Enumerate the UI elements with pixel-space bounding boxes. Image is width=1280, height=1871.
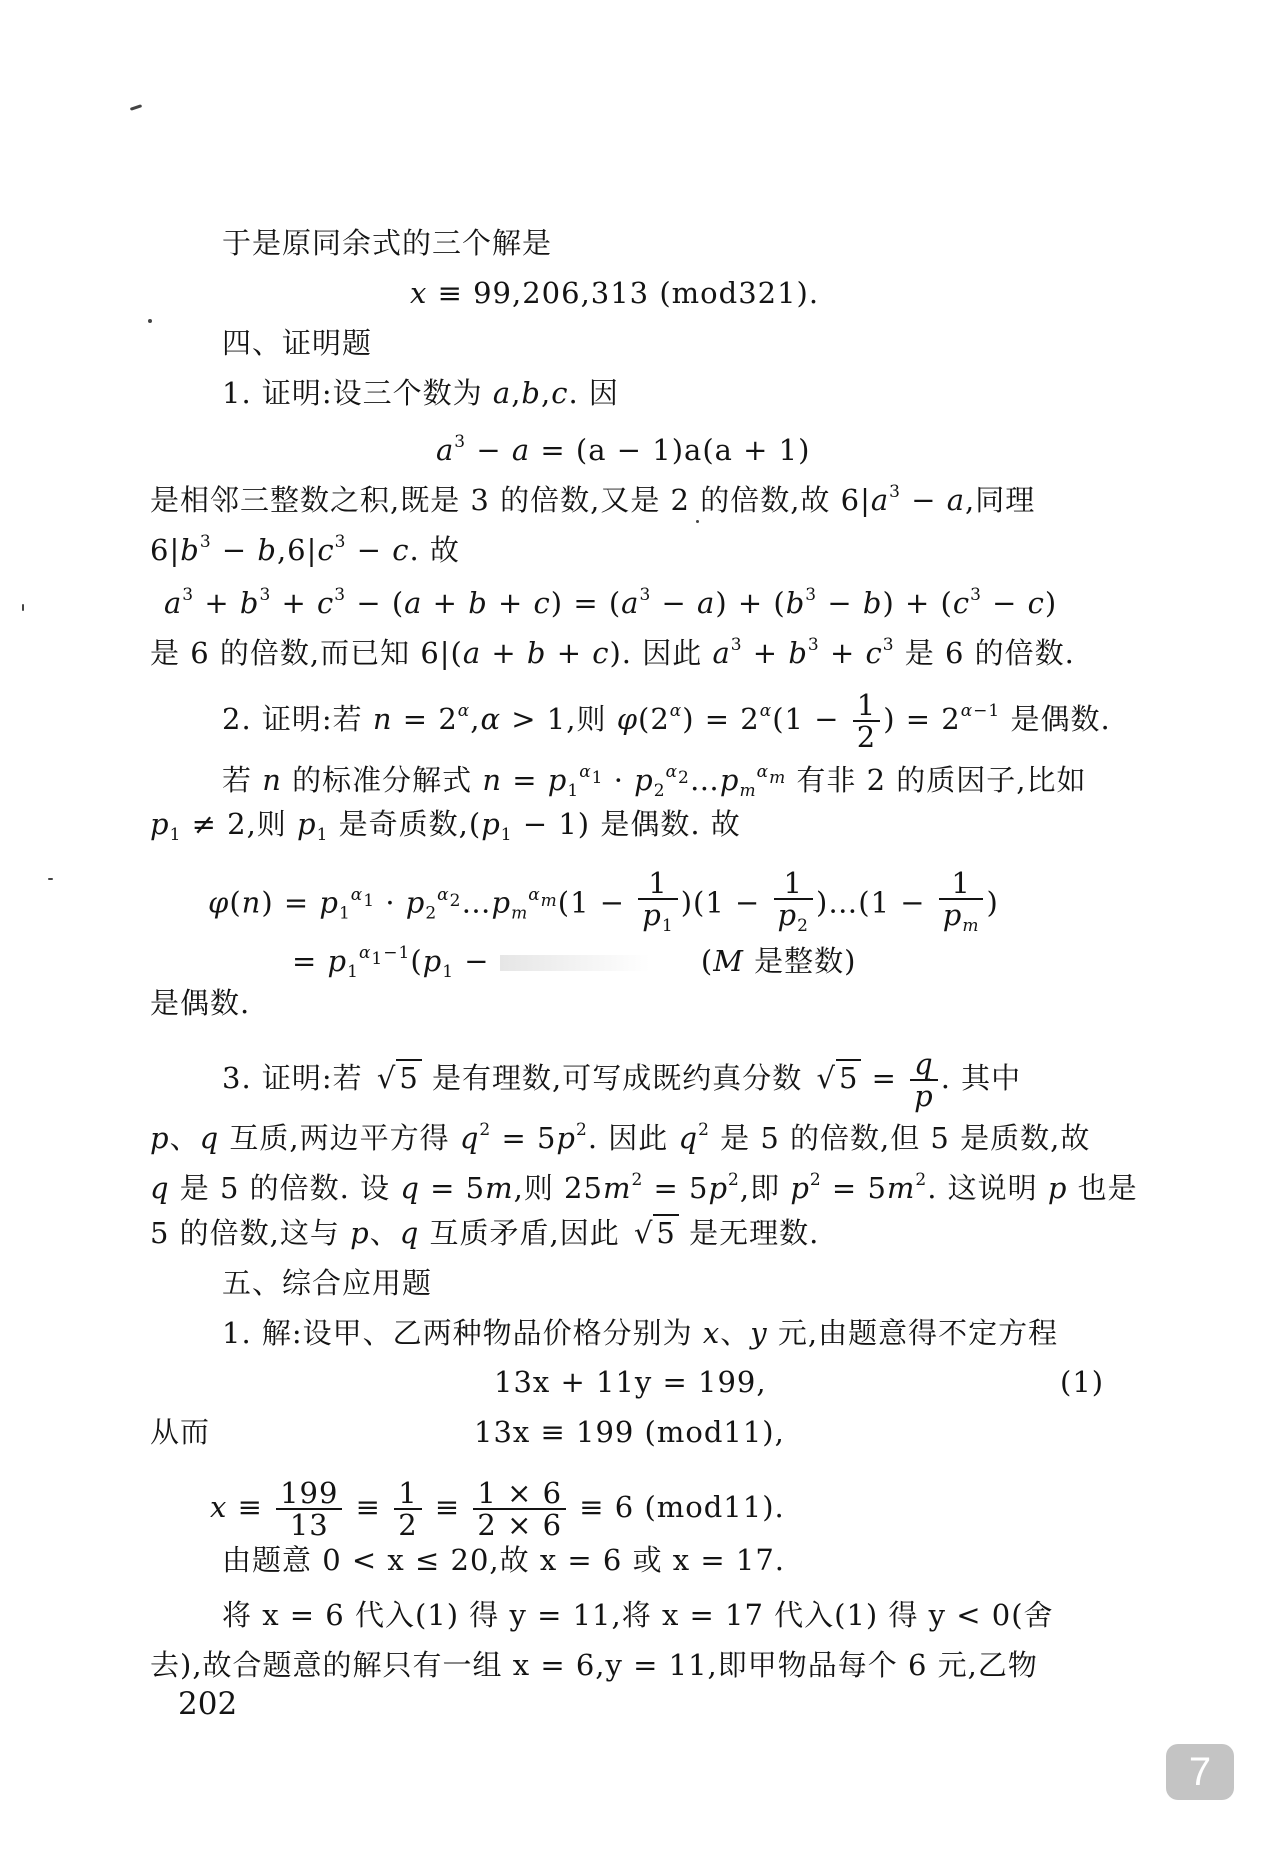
scan-speck <box>148 319 152 323</box>
text-line: 是相邻三整数之积,既是 3 的倍数,又是 2 的倍数,故 $6|a^3 - a$,同理 <box>150 482 1036 517</box>
equation <box>474 1412 785 1452</box>
text-line <box>222 223 552 263</box>
equation-text: ≡ 99,206,313 (mod321). <box>437 276 820 310</box>
line-text: 是 5 的倍数. 设 <box>169 1171 401 1205</box>
fraction: $\frac{1 \times 6}{2 \times 6}$ <box>473 1478 566 1540</box>
line-text: ,则 <box>513 1171 565 1205</box>
line-text: . 这说明 <box>927 1171 1048 1205</box>
line-text: 1. 解:设甲、乙两种物品价格分别为 <box>222 1316 703 1350</box>
text-line: 是 6 的倍数,而已知 6|(a + b + c). 因此 $a^3 + b^3 + c^3$ 是 6 的倍数. <box>150 635 1075 670</box>
page-badge: 7 <box>1166 1744 1234 1800</box>
line-text: 是奇质数,( <box>328 807 482 841</box>
line-text: 从而 <box>150 1415 211 1449</box>
line-text: 互质,两边平方得 <box>219 1121 460 1155</box>
scan-speck <box>48 878 53 880</box>
line-text: 将 x = 6 代入(1) 得 y = 11,将 x = 17 代入(1) 得 y < 0(舍 <box>222 1598 1054 1632</box>
text-line: 1. 证明:设三个数为 a,b,c. 因 <box>222 376 619 410</box>
line-text: 2. 证明:若 <box>222 702 373 736</box>
line-text: ,则 <box>246 807 298 841</box>
text-line <box>222 1595 1054 1635</box>
text-line: 若 n 的标准分解式 $n = p_1^{\alpha_1}$ · $p_2^{\alpha_2}\dots p_m^{\alpha_m}$ 有非 2 的质因子,比如 <box>222 762 1087 801</box>
line-text: . 故 <box>409 533 460 567</box>
line-text: 元,由题意得不定方程 <box>767 1316 1059 1350</box>
line-text: 是有理数,可写成既约真分数 <box>421 1061 813 1095</box>
equation <box>494 1362 767 1402</box>
equation: $a^3 + b^3 + c^3 - (a + b + c) = (a^3 - a) + (b^3 - b) + (c^3 - c)$ <box>164 585 1058 620</box>
tag-text: (1) <box>1060 1365 1105 1399</box>
text-line: p、q 互质,两边平方得 $q^2 = 5p^2$. 因此 $q^2$ 是 5 的倍数,但 5 是质数,故 <box>150 1120 1091 1155</box>
line-text: ,同理 <box>965 483 1036 517</box>
fraction: $\frac{q}{p}$ <box>910 1049 938 1111</box>
equation-text: (a − 1)a(a + 1) <box>575 433 811 467</box>
fraction: $\frac{1}{2}$ <box>853 690 880 752</box>
line-text: 的标准分解式 <box>281 763 483 797</box>
section-heading <box>222 323 372 363</box>
equation: $a^3 - a = (a - 1)a(a + 1)$ <box>436 432 811 467</box>
line-text: 是 5 的倍数,但 5 是质数,故 <box>709 1121 1091 1155</box>
equation-tag <box>1060 1362 1104 1402</box>
fraction: $\frac{1}{p_m}$ <box>939 868 984 941</box>
equation-text: 13x + 11y = 199, <box>494 1365 767 1399</box>
page-number: 202 <box>178 1686 238 1722</box>
line-text: 3. 证明:若 <box>222 1061 373 1095</box>
line-text: 互质矛盾,因此 <box>419 1216 630 1250</box>
text-line: $6|b^3 - b,6|c^3 - c$. 故 <box>150 532 460 567</box>
text-line: 3. 证明:若 √ 5 是有理数,可写成既约真分数 √ 5 = $\frac{q}{p}$ . 其中 <box>222 1047 1022 1113</box>
equation-text: ≡ 6 (mod11). <box>579 1490 785 1524</box>
line-text: 是相邻三整数之积,既是 3 的倍数,又是 2 的倍数,故 6| <box>150 483 871 517</box>
text-line: q 是 5 的倍数. 设 q = 5m,则 $25m^2 = 5p^2$,即 $p^2 = 5m^2$. 这说明 p 也是 <box>150 1170 1138 1205</box>
equation: $\varphi(n) = p_1^{\alpha_1}$ · $p_2^{\alpha_2}\dots p_m^{\alpha_m}(1$ − $\frac{1}{p_1}$ )(1 − $\frac{1}{p_2}$ )…(1 − $\frac{1}{p_m}$ ) <box>208 868 999 941</box>
heading-text: 四、证明题 <box>222 326 373 360</box>
fraction: $\frac{199}{13}$ <box>276 1478 342 1540</box>
text-line <box>150 1412 210 1452</box>
text-line <box>150 983 250 1023</box>
equation-text: 13x ≡ 199 (mod11), <box>474 1415 785 1449</box>
line-text: 也是 <box>1067 1171 1138 1205</box>
text-line: 1. 解:设甲、乙两种物品价格分别为 x、y 元,由题意得不定方程 <box>222 1316 1059 1350</box>
fraction: $\frac{1}{p_1}$ <box>638 868 677 941</box>
equation: = $p_1^{\alpha_1-1}(p_1$ − (M 是整数) <box>292 943 857 982</box>
fraction: $\frac{1}{p_2}$ <box>774 868 813 941</box>
scan-speck <box>696 520 699 523</box>
line-text: ) 是偶数. 故 <box>577 807 741 841</box>
line-text: 由题意 0 < x ≤ 20,故 x = 6 或 x = 17. <box>222 1543 786 1577</box>
line-text: 是 6 的倍数. <box>894 636 1075 670</box>
text-line <box>222 1540 785 1580</box>
equation: x ≡ $\frac{199}{13}$ ≡ $\frac{1}{2}$ ≡ $\frac{1 \times 6}{2 \times 6}$ ≡ 6 (mod11). <box>210 1476 785 1542</box>
heading-text: 五、综合应用题 <box>222 1266 433 1300</box>
line-text: ,即 <box>739 1171 791 1205</box>
fraction: $\frac{1}{2}$ <box>394 1478 421 1540</box>
scan-speck <box>130 104 142 111</box>
line-text: 有非 2 的质因子,比如 <box>786 763 1087 797</box>
text-line: 5 的倍数,这与 p、q 互质矛盾,因此 √ 5 是无理数. <box>150 1216 820 1250</box>
line-text: . 因 <box>568 376 619 410</box>
equation: x ≡ 99,206,313 (mod321). <box>410 276 820 310</box>
faded-region <box>500 955 650 971</box>
line-text: 1. 证明:设三个数为 <box>222 376 493 410</box>
line-text: ). 因此 <box>609 636 713 670</box>
line-text: 是偶数. <box>1000 702 1111 736</box>
section-heading <box>222 1263 432 1303</box>
line-text: 是 6 的倍数,而已知 6|( <box>150 636 463 670</box>
line-text: 于是原同余式的三个解是 <box>222 226 553 260</box>
line-text: 是整数) <box>754 944 857 978</box>
text-line: $p_1 \ne 2$,则 $p_1$ 是奇质数$,(p_1 - 1)$ 是偶数. 故 <box>150 807 741 845</box>
scan-speck <box>22 604 24 611</box>
line-text: 若 <box>222 763 263 797</box>
text-line <box>150 1645 1038 1685</box>
line-text: 去),故合题意的解只有一组 x = 6,y = 11,即甲物品每个 6 元,乙物 <box>150 1648 1038 1682</box>
line-text: 是无理数. <box>678 1216 820 1250</box>
text-line: 2. 证明:若 $n = 2^\alpha,\alpha > 1$,则 $\varphi(2^\alpha) = 2^\alpha(1$ − $\frac{1}{2}$ ) = $2^{\alpha-1}$ 是偶数. <box>222 688 1111 754</box>
line-text: 是偶数. <box>150 986 251 1020</box>
line-text: 5 的倍数,这与 <box>150 1216 351 1250</box>
line-text: . 其中 <box>940 1061 1022 1095</box>
line-text: . 因此 <box>587 1121 679 1155</box>
